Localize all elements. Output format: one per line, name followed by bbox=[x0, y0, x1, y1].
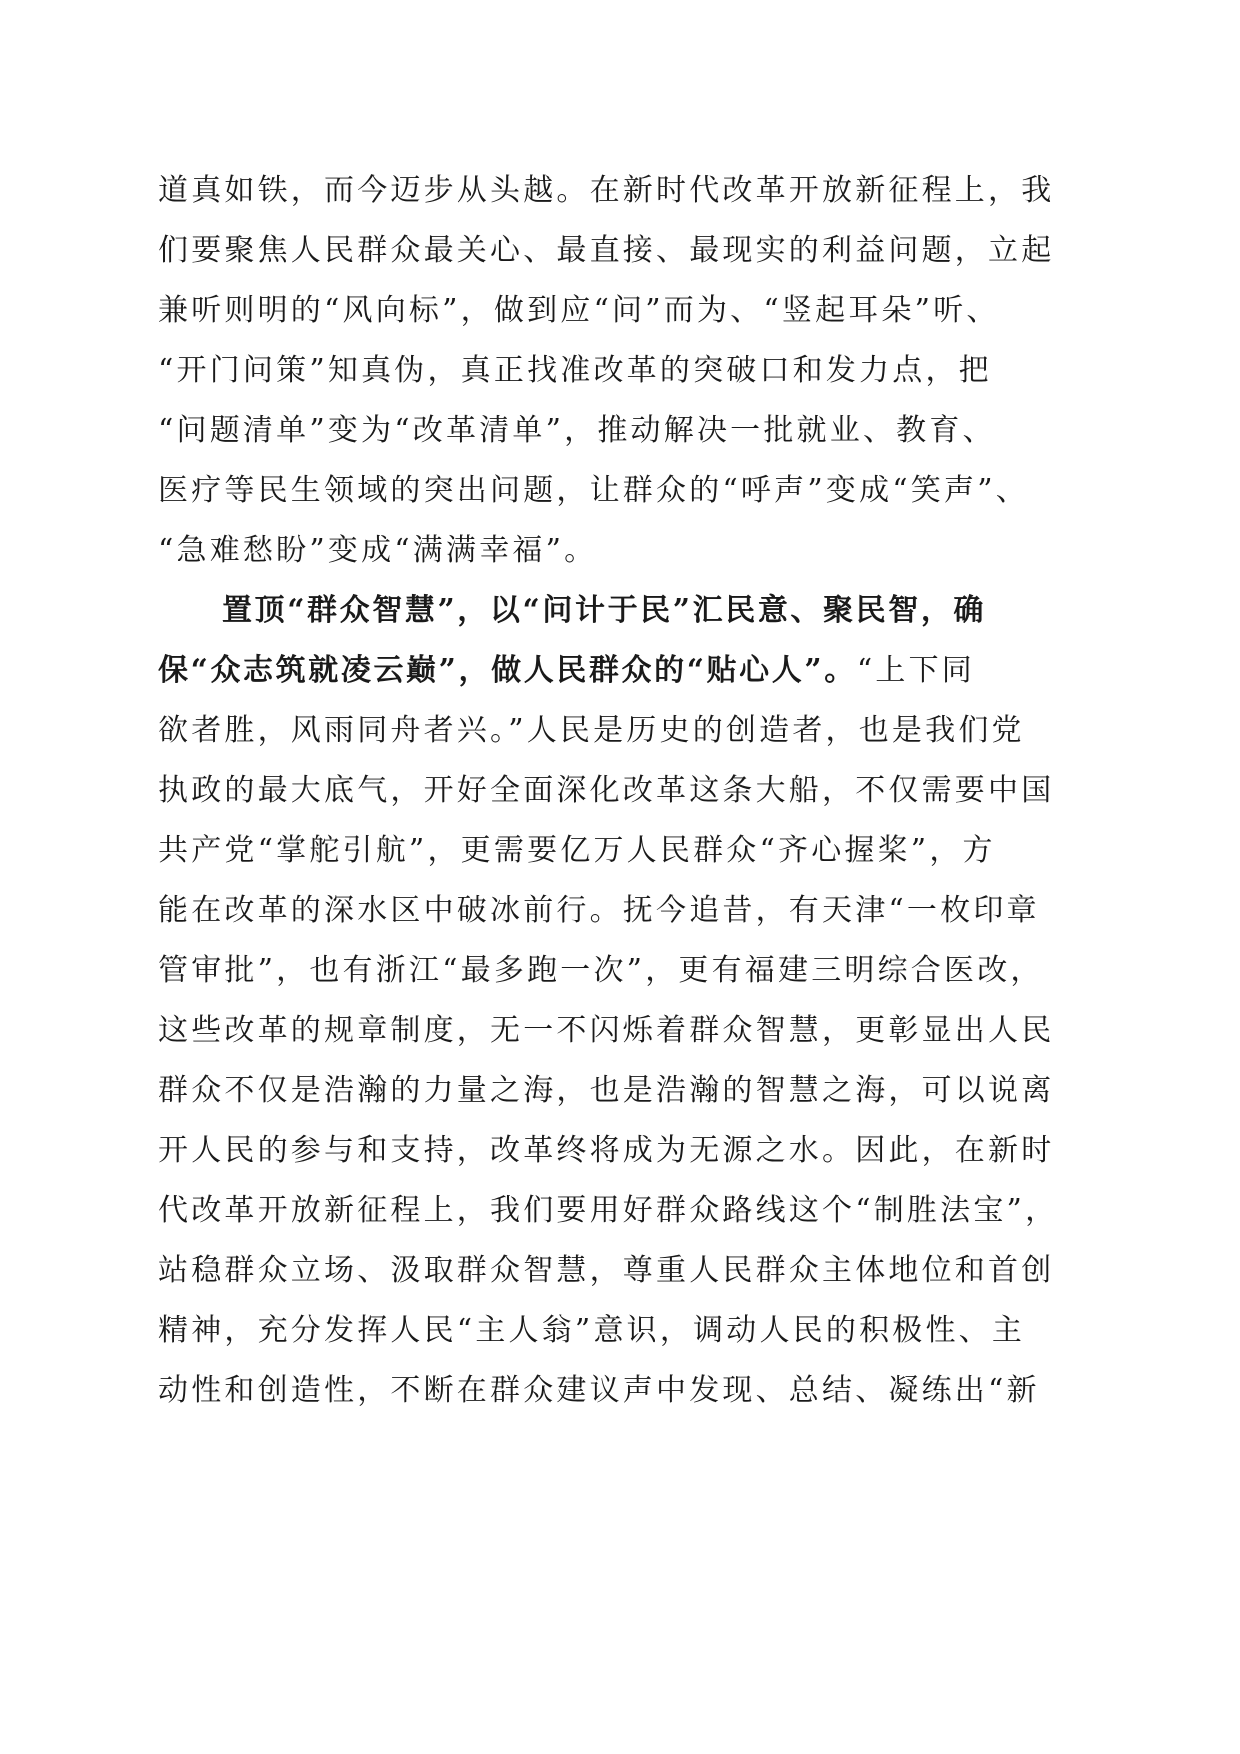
paragraph-2-body-line-7: 群众不仅是浩瀚的力量之海，也是浩瀚的智慧之海，可以说离 bbox=[158, 1073, 1055, 1108]
paragraph-1-line-7: “急难愁盼”变成“满满幸福”。 bbox=[158, 533, 598, 568]
paragraph-2-heading-line-2: 保“众志筑就凌云巅”，做人民群众的“贴心人”。 bbox=[158, 653, 857, 688]
paragraph-1-line-3: 兼听则明的“风向标”，做到应“问”而为、“竖起耳朵”听、 bbox=[158, 293, 1000, 328]
paragraph-1-line-2: 们要聚焦人民群众最关心、最直接、最现实的利益问题，立起 bbox=[158, 233, 1055, 268]
paragraph-1-line-5: “问题清单”变为“改革清单”，推动解决一批就业、教育、 bbox=[158, 413, 996, 448]
paragraph-1-line-6: 医疗等民生领域的突出问题，让群众的“呼声”变成“笑声”、 bbox=[158, 473, 1029, 508]
paragraph-2-body-line-8: 开人民的参与和支持，改革终将成为无源之水。因此，在新时 bbox=[158, 1133, 1055, 1168]
paragraph-2-body-line-12: 动性和创造性，不断在群众建议声中发现、总结、凝练出“新 bbox=[158, 1373, 1040, 1408]
paragraph-2-body-line-3: 共产党“掌舵引航”，更需要亿万人民群众“齐心握桨”，方 bbox=[158, 833, 996, 868]
paragraph-2-body-line-6: 这些改革的规章制度，无一不闪烁着群众智慧，更彰显出人民 bbox=[158, 1013, 1055, 1048]
paragraph-2-body-line-10: 站稳群众立场、汲取群众智慧，尊重人民群众主体地位和首创 bbox=[158, 1253, 1055, 1288]
paragraph-2-body-line-11: 精神，充分发挥人民“主人翁”意识，调动人民的积极性、主 bbox=[158, 1313, 1026, 1348]
paragraph-2-body-line-9: 代改革开放新征程上，我们要用好群众路线这个“制胜法宝”， bbox=[158, 1193, 1059, 1228]
paragraph-2-body-line-4: 能在改革的深水区中破冰前行。抚今追昔，有天津“一枚印章 bbox=[158, 893, 1040, 928]
paragraph-2-body-line-1: 欲者胜，风雨同舟者兴。”人民是历史的创造者，也是我们党 bbox=[158, 713, 1025, 748]
paragraph-2-heading-line-1: 置顶“群众智慧”，以“问计于民”汇民意、聚民智，确 bbox=[222, 593, 987, 628]
paragraph-2-line-2-tail: “上下同 bbox=[856, 653, 975, 688]
paragraph-2-body-line-2: 执政的最大底气，开好全面深化改革这条大船，不仅需要中国 bbox=[158, 773, 1055, 808]
paragraph-2-body-line-5: 管审批”，也有浙江“最多跑一次”，更有福建三明综合医改， bbox=[158, 953, 1044, 988]
paragraph-1-line-1: 道真如铁，而今迈步从头越。在新时代改革开放新征程上，我 bbox=[158, 173, 1055, 208]
paragraph-1-line-4: “开门问策”知真伪，真正找准改革的突破口和发力点，把 bbox=[158, 353, 992, 388]
